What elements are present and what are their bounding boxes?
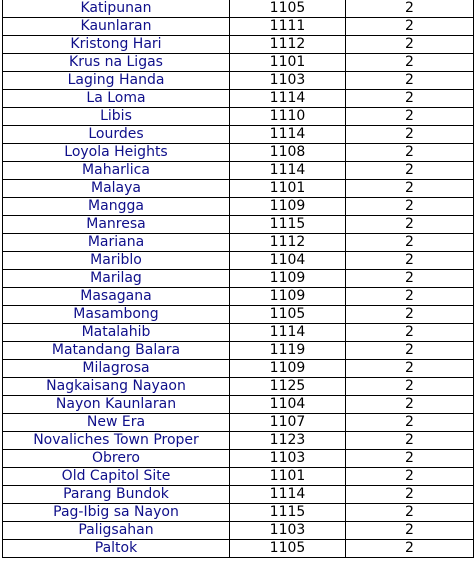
barangay-name-cell: Matandang Balara: [3, 342, 230, 360]
zip-code-cell: 1101: [230, 180, 346, 198]
barangay-name-cell: Novaliches Town Proper: [3, 432, 230, 450]
district-cell: 2: [346, 270, 474, 288]
barangay-name-cell: Mariana: [3, 234, 230, 252]
district-cell: 2: [346, 486, 474, 504]
zip-code-cell: 1112: [230, 36, 346, 54]
district-cell: 2: [346, 180, 474, 198]
table-row: [3, 72, 474, 90]
zip-code-cell: 1101: [230, 468, 346, 486]
table-row: [3, 54, 474, 72]
barangay-name-cell: Kristong Hari: [3, 36, 230, 54]
zip-code-cell: 1109: [230, 198, 346, 216]
table-row: [3, 216, 474, 234]
zip-code-cell: 1114: [230, 324, 346, 342]
table-row: [3, 396, 474, 414]
zip-code-cell: 1108: [230, 144, 346, 162]
table-row: [3, 90, 474, 108]
table-row: [3, 252, 474, 270]
table-row: [3, 18, 474, 36]
district-cell: 2: [346, 324, 474, 342]
barangay-name-cell: Kaunlaran: [3, 18, 230, 36]
zip-code-cell: 1105: [230, 540, 346, 558]
district-cell: 2: [346, 90, 474, 108]
zip-code-cell: 1111: [230, 18, 346, 36]
table-row: [3, 468, 474, 486]
zip-code-cell: 1109: [230, 270, 346, 288]
table-row: [3, 144, 474, 162]
table-row: [3, 342, 474, 360]
district-cell: 2: [346, 198, 474, 216]
district-cell: 2: [346, 396, 474, 414]
district-cell: 2: [346, 522, 474, 540]
district-cell: 2: [346, 108, 474, 126]
barangay-name-cell: Paltok: [3, 540, 230, 558]
table-row: [3, 0, 474, 18]
barangay-name-cell: Obrero: [3, 450, 230, 468]
barangay-name-cell: Paligsahan: [3, 522, 230, 540]
barangay-name-cell: Lourdes: [3, 126, 230, 144]
barangay-name-cell: Loyola Heights: [3, 144, 230, 162]
zip-code-cell: 1103: [230, 72, 346, 90]
zip-code-cell: 1103: [230, 522, 346, 540]
district-cell: 2: [346, 414, 474, 432]
district-cell: 2: [346, 252, 474, 270]
barangay-name-cell: Parang Bundok: [3, 486, 230, 504]
table-row: [3, 504, 474, 522]
zip-code-cell: 1105: [230, 306, 346, 324]
table-row: [3, 378, 474, 396]
district-cell: 2: [346, 126, 474, 144]
zip-code-cell: 1112: [230, 234, 346, 252]
barangay-name-cell: Katipunan: [3, 0, 230, 18]
zip-code-cell: 1114: [230, 126, 346, 144]
barangay-name-cell: Laging Handa: [3, 72, 230, 90]
table-row: [3, 450, 474, 468]
table-row: [3, 162, 474, 180]
barangay-name-cell: New Era: [3, 414, 230, 432]
zip-code-cell: 1123: [230, 432, 346, 450]
zip-code-cell: 1109: [230, 288, 346, 306]
zip-code-cell: 1115: [230, 504, 346, 522]
district-cell: 2: [346, 540, 474, 558]
district-cell: 2: [346, 162, 474, 180]
district-cell: 2: [346, 144, 474, 162]
district-cell: 2: [346, 72, 474, 90]
table-row: [3, 306, 474, 324]
barangay-name-cell: Pag-Ibig sa Nayon: [3, 504, 230, 522]
barangay-name-cell: Nayon Kaunlaran: [3, 396, 230, 414]
district-cell: 2: [346, 468, 474, 486]
district-cell: 2: [346, 504, 474, 522]
district-cell: 2: [346, 432, 474, 450]
barangay-name-cell: Krus na Ligas: [3, 54, 230, 72]
barangay-name-cell: Matalahib: [3, 324, 230, 342]
barangay-name-cell: Maharlica: [3, 162, 230, 180]
zip-code-cell: 1103: [230, 450, 346, 468]
district-cell: 2: [346, 234, 474, 252]
barangay-name-cell: La Loma: [3, 90, 230, 108]
district-cell: 2: [346, 306, 474, 324]
district-cell: 2: [346, 36, 474, 54]
barangay-name-cell: Malaya: [3, 180, 230, 198]
district-cell: 2: [346, 342, 474, 360]
barangay-name-cell: Masambong: [3, 306, 230, 324]
table-row: [3, 270, 474, 288]
zip-code-cell: 1104: [230, 252, 346, 270]
table-row: [3, 486, 474, 504]
district-cell: 2: [346, 450, 474, 468]
table-row: [3, 180, 474, 198]
district-cell: 2: [346, 378, 474, 396]
table-row: [3, 126, 474, 144]
barangay-table-body: [3, 0, 474, 558]
zip-code-cell: 1114: [230, 90, 346, 108]
district-cell: 2: [346, 54, 474, 72]
barangay-name-cell: Masagana: [3, 288, 230, 306]
zip-code-cell: 1125: [230, 378, 346, 396]
zip-code-cell: 1109: [230, 360, 346, 378]
zip-code-cell: 1104: [230, 396, 346, 414]
zip-code-cell: 1114: [230, 162, 346, 180]
table-row: [3, 360, 474, 378]
district-cell: 2: [346, 288, 474, 306]
table-row: [3, 540, 474, 558]
barangay-name-cell: Manresa: [3, 216, 230, 234]
table-row: [3, 414, 474, 432]
barangay-name-cell: Mariblo: [3, 252, 230, 270]
zip-code-cell: 1115: [230, 216, 346, 234]
zip-code-cell: 1110: [230, 108, 346, 126]
table-row: [3, 234, 474, 252]
zip-code-cell: 1107: [230, 414, 346, 432]
barangay-name-cell: Old Capitol Site: [3, 468, 230, 486]
table-row: [3, 198, 474, 216]
barangay-name-cell: Milagrosa: [3, 360, 230, 378]
district-cell: 2: [346, 18, 474, 36]
barangay-name-cell: Mangga: [3, 198, 230, 216]
district-cell: 2: [346, 216, 474, 234]
barangay-name-cell: Nagkaisang Nayaon: [3, 378, 230, 396]
barangay-name-cell: Libis: [3, 108, 230, 126]
table-row: [3, 432, 474, 450]
zip-code-cell: 1119: [230, 342, 346, 360]
table-row: [3, 108, 474, 126]
barangay-table: [2, 0, 474, 558]
district-cell: 2: [346, 0, 474, 18]
table-row: [3, 288, 474, 306]
district-cell: 2: [346, 360, 474, 378]
table-row: [3, 522, 474, 540]
zip-code-cell: 1101: [230, 54, 346, 72]
zip-code-cell: 1114: [230, 486, 346, 504]
zip-code-cell: 1105: [230, 0, 346, 18]
barangay-name-cell: Marilag: [3, 270, 230, 288]
table-row: [3, 36, 474, 54]
table-row: [3, 324, 474, 342]
